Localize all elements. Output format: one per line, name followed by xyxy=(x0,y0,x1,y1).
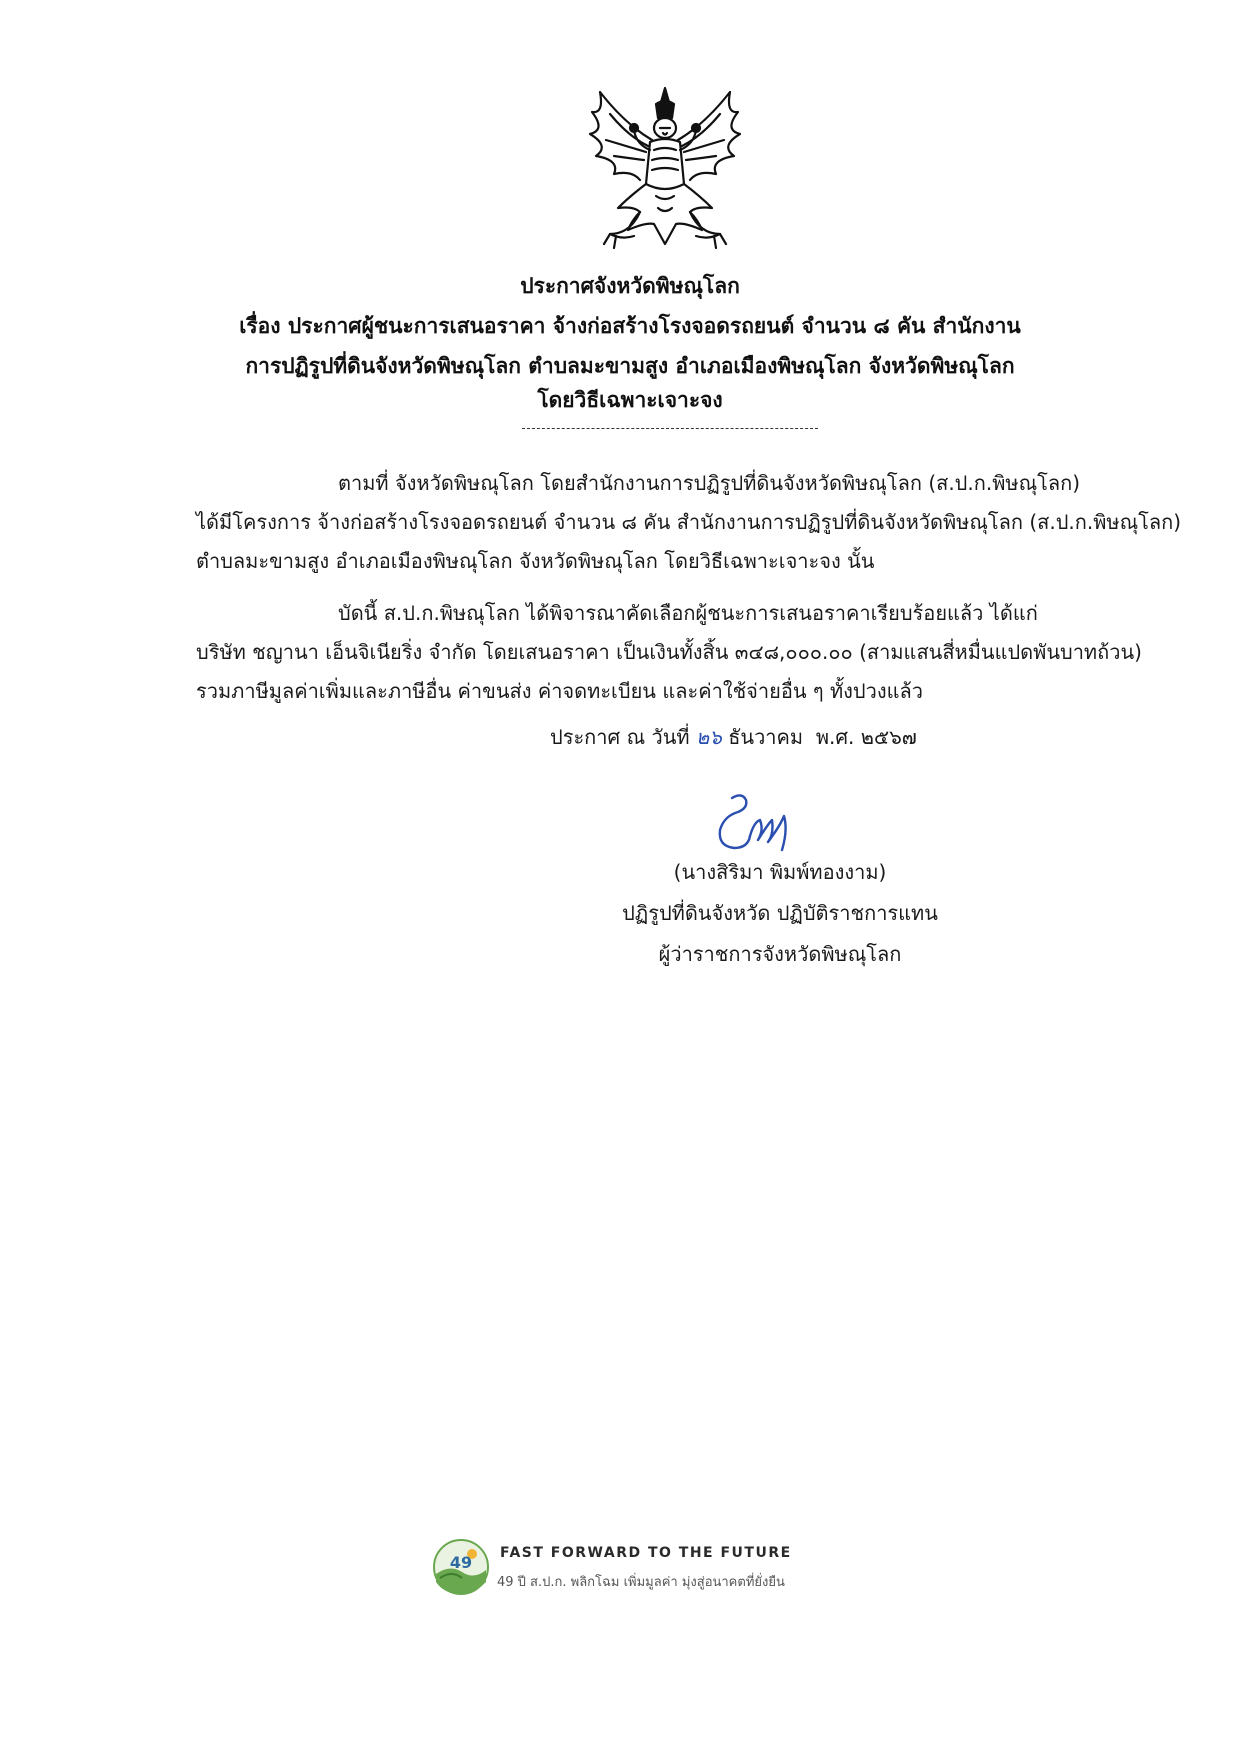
announcement-date xyxy=(550,718,917,756)
announcement-subject-line-1: เรื่อง ประกาศผู้ชนะการเสนอราคา จ้างก่อสร้างโรงจอดรถยนต์ จำนวน ๘ คัน สำนักงาน xyxy=(239,314,1021,338)
paragraph-1-line-1: ตามที่ จังหวัดพิษณุโลก โดยสำนักงานการปฏิรูปที่ดินจังหวัดพิษณุโลก (ส.ป.ก.พิษณุโลก) xyxy=(338,471,1081,495)
paragraph-2-line-3: รวมภาษีมูลค่าเพิ่มและภาษีอื่น ค่าขนส่ง ค่าจดทะเบียน และค่าใช้จ่ายอื่น ๆ ทั้งปวงแล้ว xyxy=(196,679,924,703)
logo-number: 49 xyxy=(449,1553,473,1572)
paragraph-1-line-2: ได้มีโครงการ จ้างก่อสร้างโรงจอดรถยนต์ จำนวน ๘ คัน สำนักงานการปฏิรูปที่ดินจังหวัดพิษณุโลก (ส.ป.ก.พิษณุโลก) xyxy=(196,510,1182,534)
footer-slogan-title: FAST FORWARD TO THE FUTURE xyxy=(500,1545,792,1561)
paragraph-1-line-3: ตำบลมะขามสูง อำเภอเมืองพิษณุโลก จังหวัดพิษณุโลก โดยวิธีเฉพาะเจาะจง นั้น xyxy=(196,549,875,573)
date-year: พ.ศ. ๒๕๖๗ xyxy=(815,725,917,749)
signatory-name: (นางสิริมา พิมพ์ทองงาม) xyxy=(673,860,887,884)
announcement-subject-line-2: การปฏิรูปที่ดินจังหวัดพิษณุโลก ตำบลมะขามสูง อำเภอเมืองพิษณุโลก จังหวัดพิษณุโลก xyxy=(245,354,1015,378)
title-divider xyxy=(522,428,818,429)
signatory-position-2: ผู้ว่าราชการจังหวัดพิษณุโลก xyxy=(658,942,902,966)
paragraph-2-line-2: บริษัท ชญานา เอ็นจิเนียริ่ง จำกัด โดยเสนอราคา เป็นเงินทั้งสิ้น ๓๔๘,๐๐๐.๐๐ (สามแสนสี่หมื่นแปดพันบาทถ้วน) xyxy=(196,640,1142,664)
announcement-subject-line-3: โดยวิธีเฉพาะเจาะจง xyxy=(537,388,723,412)
date-prefix: ประกาศ ณ วันที่ xyxy=(550,725,690,749)
date-month: ธันวาคม xyxy=(728,725,804,749)
announcement-issuer: ประกาศจังหวัดพิษณุโลก xyxy=(520,274,740,298)
garuda-emblem-icon xyxy=(570,84,760,254)
footer-slogan-subtitle: 49 ปี ส.ป.ก. พลิกโฉม เพิ่มมูลค่า มุ่งสู่อนาคตที่ยั่งยืน xyxy=(497,1575,785,1590)
alro-49-anniversary-logo-icon xyxy=(432,1538,490,1596)
signatory-position-1: ปฏิรูปที่ดินจังหวัด ปฏิบัติราชการแทน xyxy=(622,901,938,925)
date-day-handwritten: ๒๖ xyxy=(695,725,722,749)
paragraph-2-line-1: บัดนี้ ส.ป.ก.พิษณุโลก ได้พิจารณาคัดเลือกผู้ชนะการเสนอราคาเรียบร้อยแล้ว ได้แก่ xyxy=(338,601,1038,625)
